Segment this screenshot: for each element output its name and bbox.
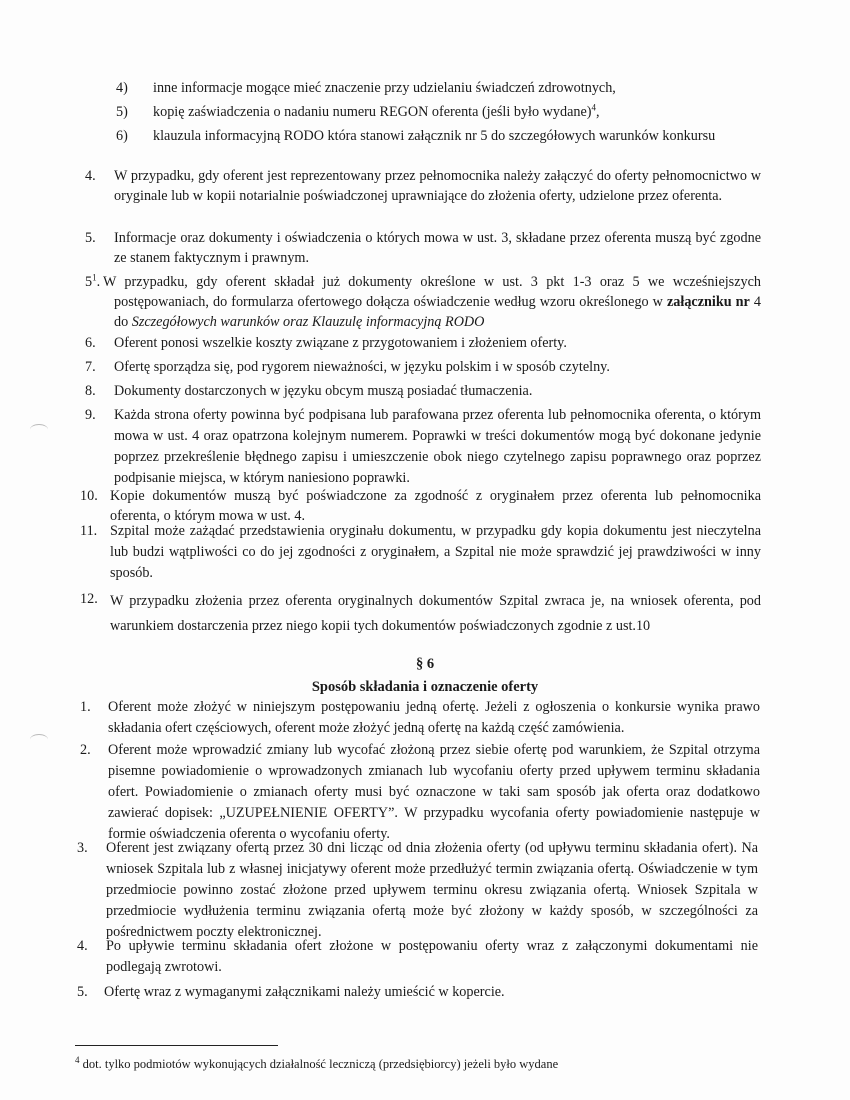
item-text: Oferent może złożyć w niniejszym postępowaniu jedną ofertę. Jeżeli z ogłoszenia o konkursie wynika prawo składania ofert częściowych, oferent może złożyć jedną ofertę na każdą część zamówienia.: [108, 699, 760, 736]
item-text: Oferent może wprowadzić zmiany lub wycofać złożoną przez siebie ofertę pod warunkiem, że Szpital otrzyma pisemne powiadomienie o wprowadzonych zmianach lub wycofaniu oferty przed upływem terminu składania ofert. Powiadomienie o zmianach oferty musi być oznaczone w taki sam sposób jak oferta oraz dodatkowo zawierać dopisek: „UZUPEŁNIENIE OFERTY”. W przypadku wycofania oferty powiadomienie następuje w formie oświadczenia oferenta o wycofaniu oferty.: [108, 742, 760, 842]
item-number: 6.: [85, 335, 96, 351]
sub-item-number: 5): [116, 104, 128, 120]
item-text: Ofertę wraz z wymaganymi załącznikami należy umieścić w kopercie.: [104, 984, 505, 1000]
item-text: W przypadku, gdy oferent jest reprezentowany przez pełnomocnika należy załączyć do oferty pełnomocnictwo w oryginale lub w kopii notarialnie poświadczonej uprawniające do złożenia oferty, udzielone przez oferenta.: [114, 168, 761, 204]
item-number: 2.: [80, 742, 91, 758]
item-text: Oferent ponosi wszelkie koszty związane z przygotowaniem i złożeniem oferty.: [114, 335, 567, 351]
footnote-reference: 4: [591, 102, 596, 113]
item-text: Informacje oraz dokumenty i oświadczenia o których mowa w ust. 3, składane przez oferenta muszą być zgodne ze stanem faktycznym i prawnym.: [114, 230, 761, 266]
sub-item-text: kopię zaświadczenia o nadaniu numeru REGON oferenta (jeśli było wydane): [153, 104, 592, 120]
item-text: Ofertę sporządza się, pod rygorem nieważności, w języku polskim i w sposób czytelny.: [114, 359, 610, 375]
item-number: 1.: [80, 699, 91, 715]
item-number: 3.: [77, 840, 88, 856]
item-number: 9.: [85, 407, 96, 423]
item-number: 7.: [85, 359, 96, 375]
item-number: 4.: [77, 938, 88, 954]
sub-item-number: 4): [116, 80, 128, 96]
item-number: 10.: [80, 488, 98, 504]
scan-artifact: [30, 734, 48, 745]
sub-item-text: inne informacje mogące mieć znaczenie przy udzielaniu świadczeń zdrowotnych,: [153, 80, 616, 96]
item-number: 4.: [85, 168, 96, 184]
item-text: W przypadku, gdy oferent składał już dokumenty określone w ust. 3 pkt 1-3 oraz 5 we wcześniejszych postępowaniach, do formularza ofertowego dołącza oświadczenie według wzoru określonego w załączniku nr 4 do Szczegółowych warunków oraz Klauzulę informacyjną RODO: [103, 274, 761, 330]
item-text: Dokumenty dostarczonych w języku obcym muszą posiadać tłumaczenia.: [114, 383, 533, 399]
item-number: 11.: [80, 523, 98, 539]
section-title: Sposób składania i oznaczenie oferty: [311, 679, 539, 695]
item-text: Oferent jest związany ofertą przez 30 dni licząc od dnia złożenia oferty (od upływu terminu składania ofert). Na wniosek Szpitala lub z własnej inicjatywy oferent może przedłużyć termin związania ofertą. Oświadczenie w tym przedmiocie powinno zostać złożone przed upływem terminu okresu związania ofertą. Wniosek Szpitala w przedmiocie wydłużenia terminu związania ofertą może być złożony w każdy sposób, w szczególności za pośrednictwem poczty elektronicznej.: [106, 840, 758, 940]
bold-reference: załączniku nr: [666, 294, 750, 310]
item-text: Szpital może zażądać przedstawienia oryginału dokumentu, w przypadku gdy kopia dokumentu jest nieczytelna lub budzi wątpliwości co do jej zgodności z oryginałem, a Szpital nie może sprawdzić jej prawdziwości w inny sposób.: [110, 523, 761, 581]
footnote: [75, 1054, 559, 1072]
footnote-separator: [75, 1045, 278, 1046]
italic-reference: Szczegółowych warunków oraz Klauzulę informacyjną RODO: [131, 314, 485, 330]
footnote-marker: 4: [75, 1054, 80, 1065]
item-text: Po upływie terminu składania ofert złożone w postępowaniu oferty wraz z załączonymi dokumentami nie podlegają zwrotowi.: [106, 938, 758, 975]
item-number: 5.: [85, 230, 96, 246]
footnote-text: dot. tylko podmiotów wykonujących działalność leczniczą (przedsiębiorcy) jeżeli było wydane: [79, 1057, 559, 1071]
item-text: Kopie dokumentów muszą być poświadczone za zgodność z oryginałem przez oferenta lub pełnomocnika oferenta, o którym mowa w ust. 4.: [110, 488, 761, 524]
item-text: Każda strona oferty powinna być podpisana lub parafowana przez oferenta lub pełnomocnika oferenta, o którym mowa w ust. 4 oraz opatrzona kolejnym numerem. Poprawki w treści dokumentów mogą być dokonane jedynie poprzez przekreślenie błędnego zapisu i umieszczenie obok niego czytelnego zapisu poprawnego oraz poprzez podpisanie miejsca, w którym naniesiono poprawki.: [114, 407, 761, 486]
sub-item-tail: ,: [595, 104, 600, 120]
item-number: 8.: [85, 383, 96, 399]
section-symbol: § 6: [415, 656, 435, 672]
item-text: W przypadku złożenia przez oferenta oryginalnych dokumentów Szpital zwraca je, na wniosek oferenta, pod warunkiem dostarczenia przez niego kopii tych dokumentów poświadczonych zgodnie z ust.10: [110, 593, 761, 634]
item-number: 5.: [77, 984, 88, 1000]
sub-item-number: 6): [116, 128, 128, 144]
scan-artifact: [30, 424, 48, 435]
item-number: 12.: [80, 591, 98, 607]
sub-item-text: klauzula informacyjną RODO która stanowi załącznik nr 5 do szczegółowych warunków konkursu: [153, 128, 716, 144]
item-number: $5^1$.: [85, 272, 101, 290]
